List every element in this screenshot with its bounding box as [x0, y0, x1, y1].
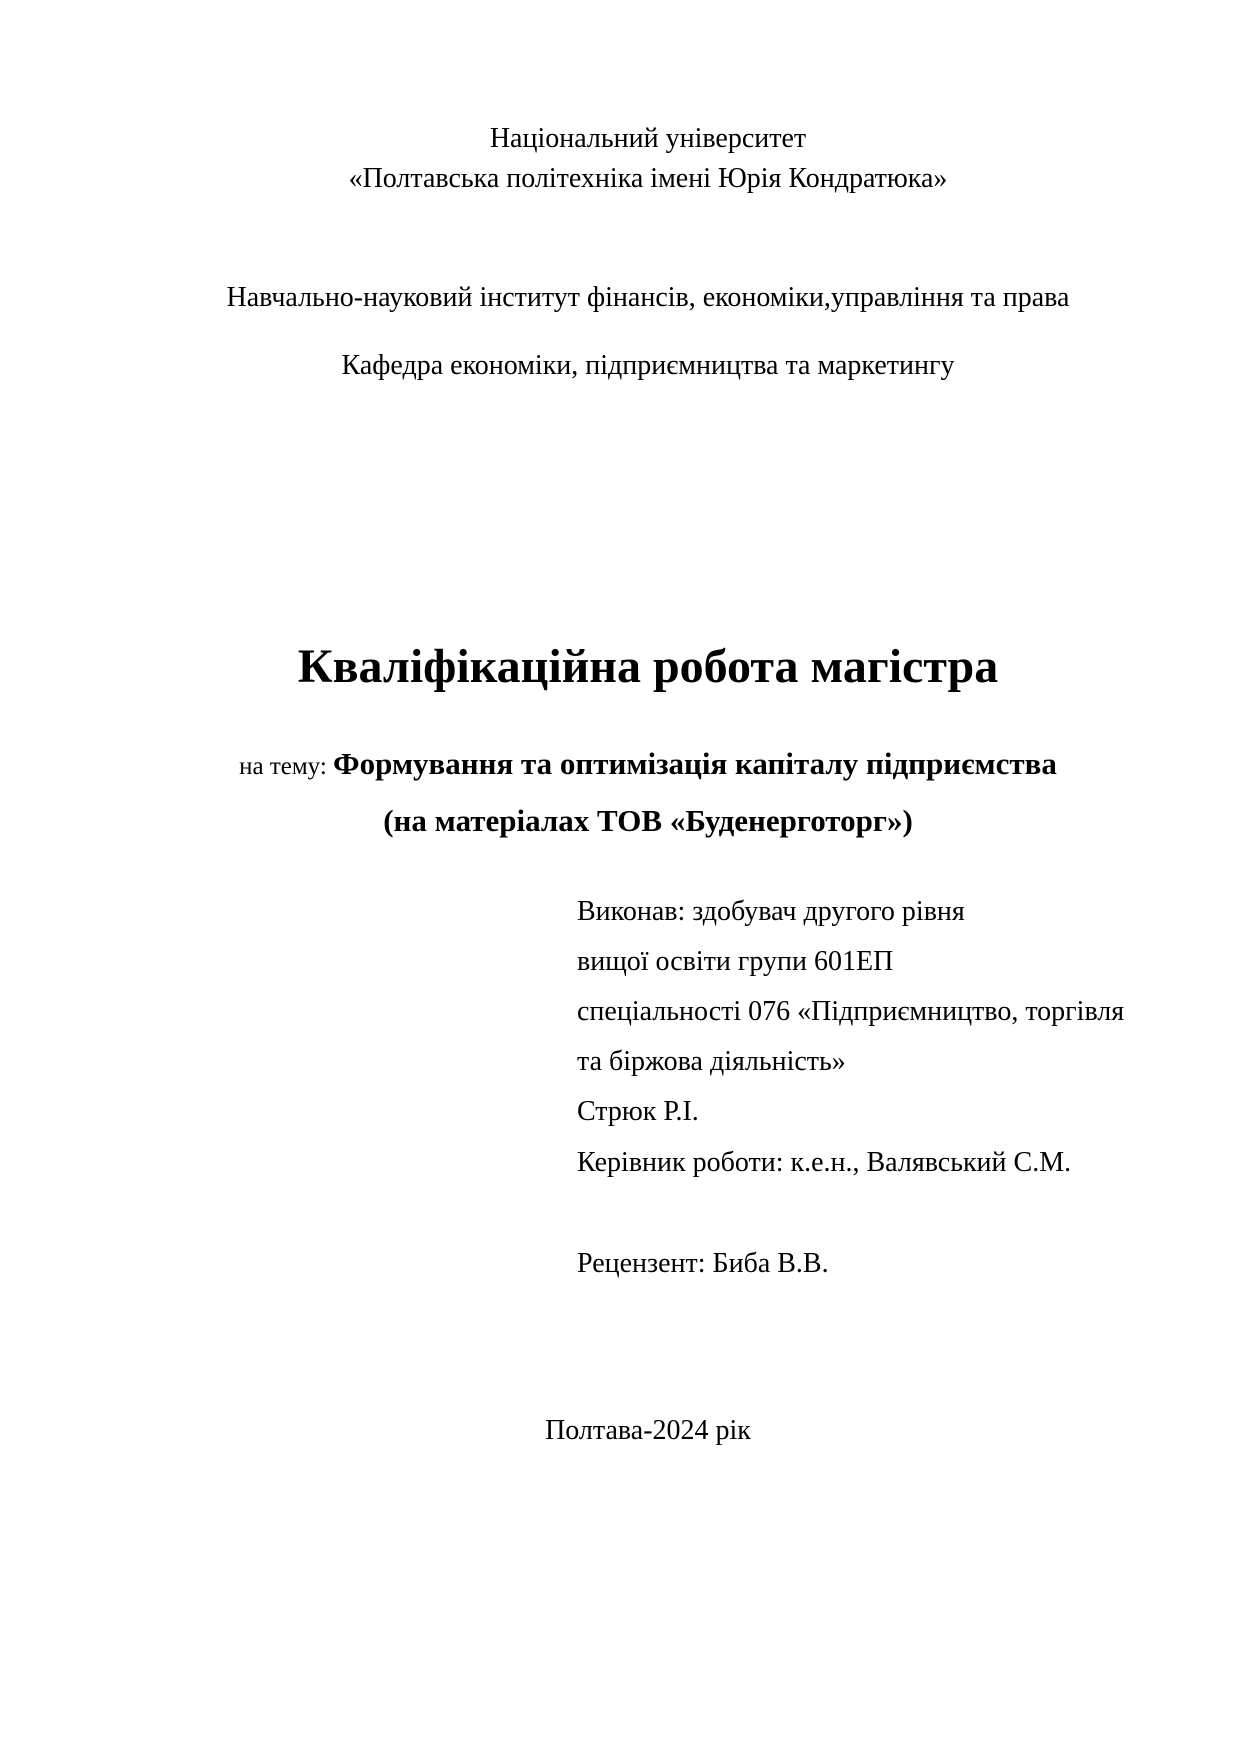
document-title: Кваліфікаційна робота магістра [297, 640, 999, 693]
university-name-line2: «Полтавська політехніка імені Юрія Кондратюка» [348, 163, 948, 194]
supervisor-line: Керівник роботи: к.е.н., Валявський С.М. [577, 1147, 1072, 1178]
topic-title-line1: Формування та оптимізація капіталу підприємства [333, 746, 1057, 781]
reviewer-line: Рецензент: Биба В.В. [577, 1248, 829, 1279]
author-info-line: вищої освіти групи 601ЕП [577, 946, 894, 977]
institute-name: Навчально-науковий інститут фінансів, економіки,управління та права [226, 282, 1070, 313]
author-info-line: Виконав: здобувач другого рівня [577, 896, 965, 927]
department-name: Кафедра економіки, підприємництва та маркетингу [341, 350, 955, 381]
topic-title-line2: (на матеріалах ТОВ «Буденерготорг») [383, 803, 913, 838]
author-name: Стрюк Р.І. [577, 1096, 699, 1127]
topic-line [0, 748, 1240, 779]
topic-prefix: на тему: [239, 753, 334, 780]
author-info-line: та біржова діяльність» [577, 1046, 846, 1077]
author-info-line: спеціальності 076 «Підприємництво, торгівля [577, 996, 1125, 1027]
university-name-line1: Національний університет [489, 123, 807, 154]
place-year: Полтава-2024 рік [545, 1415, 751, 1446]
